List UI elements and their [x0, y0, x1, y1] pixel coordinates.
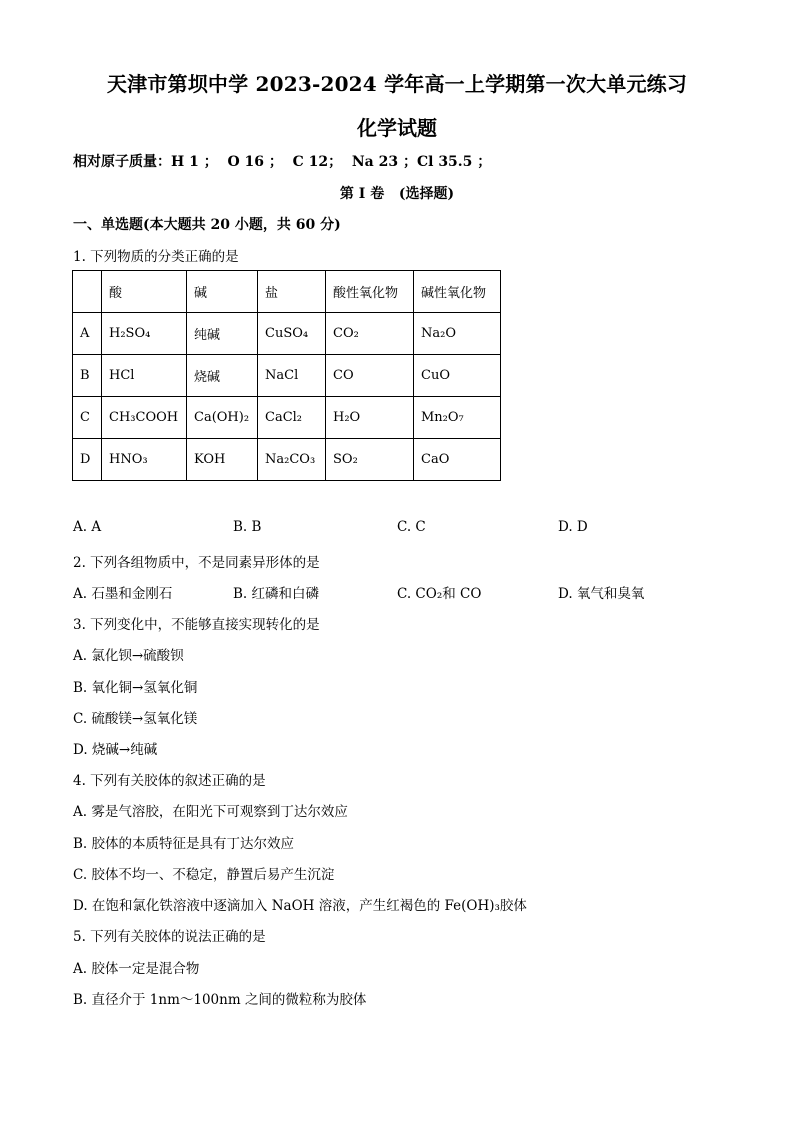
table-cell: KOH: [187, 439, 258, 481]
table-cell: CuO: [414, 355, 501, 397]
q4-option-a[interactable]: A. 雾是气溶胶，在阳光下可观察到丁达尔效应: [73, 804, 348, 820]
table-row: [73, 313, 501, 355]
q2-option-d[interactable]: D. 氧气和臭氧: [558, 586, 645, 602]
q3-option-d[interactable]: D. 烧碱→纯碱: [73, 742, 158, 758]
table-cell: HCl: [102, 355, 187, 397]
table-cell: HNO₃: [102, 439, 187, 481]
table-cell: NaCl: [258, 355, 326, 397]
table-cell: CH₃COOH: [102, 397, 187, 439]
table-row: [73, 397, 501, 439]
table-cell: Mn₂O₇: [414, 397, 501, 439]
q4-option-c[interactable]: C. 胶体不均一、不稳定，静置后易产生沉淀: [73, 867, 335, 883]
q2-option-b[interactable]: B. 红磷和白磷: [233, 586, 320, 602]
table-cell: A: [73, 313, 102, 355]
q3-option-a[interactable]: A. 氯化钡→硫酸钡: [73, 648, 184, 664]
table-header-cell: 酸性氧化物: [326, 271, 414, 313]
table-header-row: [73, 271, 501, 313]
q1-option-c[interactable]: C. C: [397, 519, 426, 535]
table-header-cell: 酸: [102, 271, 187, 313]
table-header-cell: [73, 271, 102, 313]
q2-option-c[interactable]: C. CO₂和 CO: [397, 586, 482, 602]
q5-option-b[interactable]: B. 直径介于 1nm～100nm 之间的微粒称为胶体: [73, 992, 367, 1008]
volume-heading: 第 I 卷 (选择题): [339, 186, 455, 202]
question-2-stem: 2. 下列各组物质中，不是同素异形体的是: [73, 555, 320, 571]
q3-option-c[interactable]: C. 硫酸镁→氢氧化镁: [73, 711, 198, 727]
table-header-cell: 盐: [258, 271, 326, 313]
q1-option-d[interactable]: D. D: [558, 519, 588, 535]
table-cell: H₂O: [326, 397, 414, 439]
atomic-masses: 相对原子质量：H 1 ； O 16 ； C 12； Na 23 ；Cl 35.5 ；: [73, 154, 492, 170]
q3-option-b[interactable]: B. 氧化铜→氢氧化铜: [73, 680, 198, 696]
table-row: [73, 439, 501, 481]
table-cell: B: [73, 355, 102, 397]
section-heading: 一、单选题(本大题共 20 小题，共 60 分): [73, 217, 341, 233]
q2-option-a[interactable]: A. 石墨和金刚石: [73, 586, 173, 602]
table-cell: CuSO₄: [258, 313, 326, 355]
table-cell: CaO: [414, 439, 501, 481]
question-5-stem: 5. 下列有关胶体的说法正确的是: [73, 929, 266, 945]
table-row: [73, 355, 501, 397]
exam-subtitle: 化学试题: [357, 116, 437, 140]
q4-option-b[interactable]: B. 胶体的本质特征是具有丁达尔效应: [73, 836, 295, 852]
q1-option-b[interactable]: B. B: [233, 519, 262, 535]
table-cell: CO₂: [326, 313, 414, 355]
table-cell: Ca(OH)₂: [187, 397, 258, 439]
table-cell: H₂SO₄: [102, 313, 187, 355]
question-4-stem: 4. 下列有关胶体的叙述正确的是: [73, 773, 266, 789]
table-cell: CO: [326, 355, 414, 397]
table-cell: CaCl₂: [258, 397, 326, 439]
table-cell: 纯碱: [187, 313, 258, 355]
table-cell: D: [73, 439, 102, 481]
question-3-stem: 3. 下列变化中，不能够直接实现转化的是: [73, 617, 320, 633]
q4-option-d[interactable]: D. 在饱和氯化铁溶液中逐滴加入 NaOH 溶液，产生红褐色的 Fe(OH)₃胶体: [73, 898, 527, 914]
question-1-stem: 1. 下列物质的分类正确的是: [73, 249, 239, 265]
table-header-cell: 碱: [187, 271, 258, 313]
table-cell: Na₂O: [414, 313, 501, 355]
table-cell: 烧碱: [187, 355, 258, 397]
table-cell: SO₂: [326, 439, 414, 481]
table-cell: Na₂CO₃: [258, 439, 326, 481]
exam-title: 天津市第坝中学 2023-2024 学年高一上学期第一次大单元练习: [106, 72, 688, 96]
q5-option-a[interactable]: A. 胶体一定是混合物: [73, 961, 200, 977]
classification-table: [72, 270, 501, 481]
q1-option-a[interactable]: A. A: [73, 519, 102, 535]
table-header-cell: 碱性氧化物: [414, 271, 501, 313]
table-cell: C: [73, 397, 102, 439]
